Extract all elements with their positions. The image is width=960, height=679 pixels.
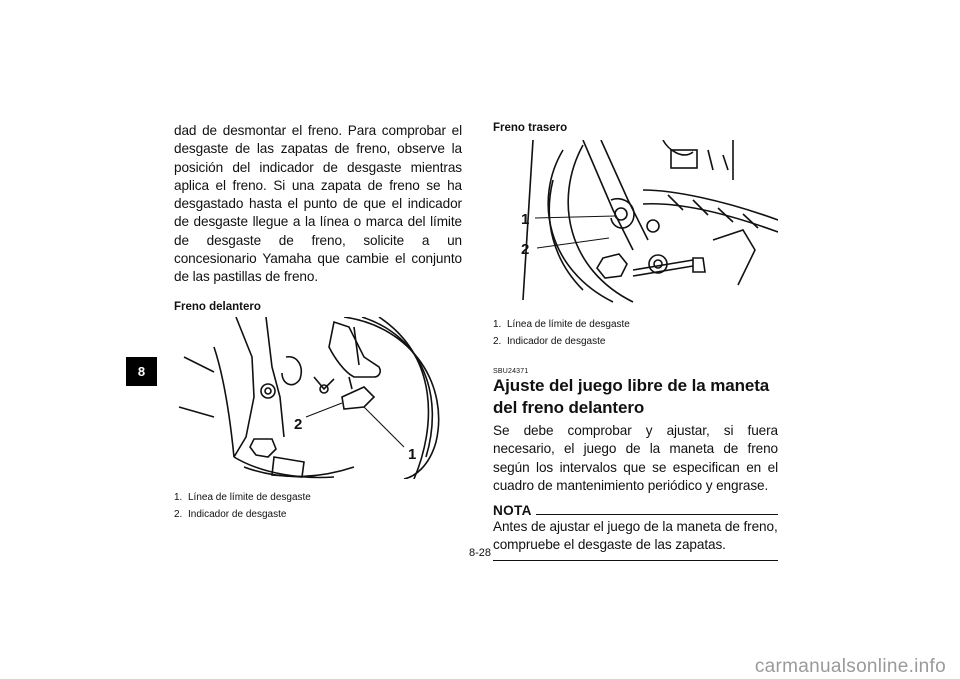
- front-brake-figure: [174, 317, 462, 479]
- section-code: SBU24371: [493, 368, 529, 375]
- watermark: carmanualsonline.info: [754, 656, 946, 677]
- rear-brake-illustration: [493, 140, 778, 306]
- section-paragraph: Se debe comprobar y ajustar, si fuera necesario, el juego de la maneta de freno según los intervalos que se especifican en el cuadro de mantenimiento periódico y engrase.: [493, 423, 778, 493]
- callout-1: 1: [408, 445, 417, 463]
- callout-1: 1: [521, 211, 530, 228]
- page-number: 8-28: [468, 547, 492, 559]
- callout-2: 2: [521, 241, 530, 258]
- left-column: [174, 122, 462, 523]
- note-text: Antes de ajustar el juego de la maneta de freno, compruebe el desgaste de las zapatas.: [493, 519, 778, 553]
- note-end-rule: [493, 560, 778, 561]
- note-rule: [536, 514, 778, 515]
- note-label: NOTA: [493, 503, 532, 519]
- section-heading: Ajuste del juego libre de la maneta del freno delantero: [493, 376, 770, 417]
- front-brake-illustration: [174, 317, 462, 479]
- caption-item: 1. Línea de límite de desgaste: [493, 319, 630, 330]
- front-brake-captions: [174, 489, 462, 523]
- rear-brake-figure: [493, 140, 778, 306]
- right-column: [493, 122, 778, 561]
- intro-paragraph: dad de desmontar el freno. Para comprobar el desgaste de las zapatas de freno, observe la posición del indicador de desgaste mientras aplica el freno. Si una zapata de freno se ha desgastado hasta el punto de que el indicador de desgaste llegue a la línea o marca del límite de desgaste de freno, solicite a un concesionario Yamaha que cambie el conjunto de las pastillas de freno.: [174, 123, 462, 285]
- caption-item: 2. Indicador de desgaste: [493, 336, 606, 347]
- callout-2: 2: [294, 415, 303, 433]
- front-brake-subheading: Freno delantero: [174, 300, 261, 313]
- chapter-tab: 8: [126, 357, 157, 386]
- rear-brake-subheading: Freno trasero: [493, 122, 568, 134]
- caption-item: 1. Línea de límite de desgaste: [174, 491, 311, 503]
- rear-brake-captions: [493, 316, 778, 350]
- note-header: [493, 503, 778, 518]
- caption-item: 2. Indicador de desgaste: [174, 508, 287, 520]
